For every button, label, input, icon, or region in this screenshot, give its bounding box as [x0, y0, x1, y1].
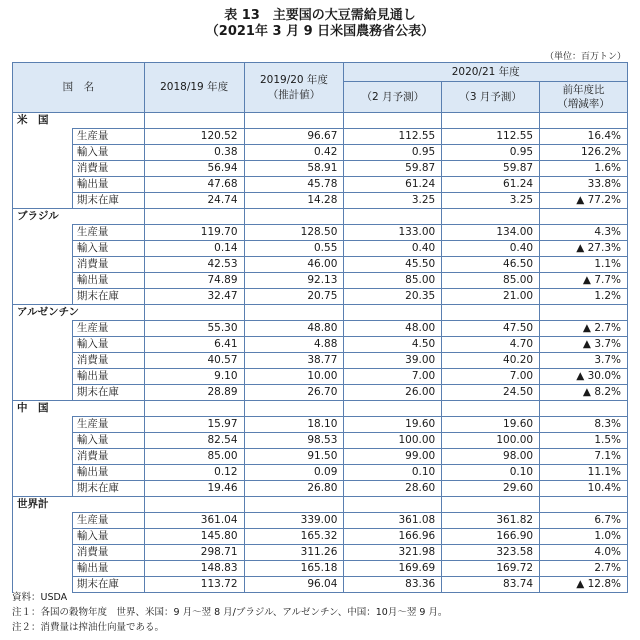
value-cell: 339.00	[244, 513, 344, 529]
value-cell: 32.47	[144, 289, 244, 305]
header-2019-20	[244, 63, 344, 113]
header-yoy-change	[540, 82, 628, 113]
value-cell: 91.50	[244, 449, 344, 465]
value-cell: 361.04	[144, 513, 244, 529]
empty-cell	[244, 113, 344, 129]
value-cell: 0.95	[442, 145, 540, 161]
value-cell: 45.50	[344, 257, 442, 273]
table-row	[13, 337, 628, 353]
value-cell: 38.77	[244, 353, 344, 369]
value-cell: 47.68	[144, 177, 244, 193]
country-header-row	[13, 113, 628, 129]
value-cell: 4.50	[344, 337, 442, 353]
item-label: 輸出量	[72, 369, 144, 385]
value-cell: 311.26	[244, 545, 344, 561]
value-cell: 166.96	[344, 529, 442, 545]
value-cell: 8.3%	[540, 417, 628, 433]
value-cell: 6.7%	[540, 513, 628, 529]
indent-cell	[13, 481, 73, 497]
value-cell: ▲ 2.7%	[540, 321, 628, 337]
value-cell: 165.32	[244, 529, 344, 545]
value-cell: 0.42	[244, 145, 344, 161]
table-row	[13, 321, 628, 337]
table-row	[13, 161, 628, 177]
value-cell: 24.50	[442, 385, 540, 401]
empty-cell	[540, 113, 628, 129]
indent-cell	[13, 513, 73, 529]
value-cell: 112.55	[442, 129, 540, 145]
value-cell: 15.97	[144, 417, 244, 433]
value-cell: 10.4%	[540, 481, 628, 497]
empty-cell	[344, 401, 442, 417]
value-cell: 99.00	[344, 449, 442, 465]
value-cell: 19.46	[144, 481, 244, 497]
item-label: 生産量	[72, 321, 144, 337]
value-cell: 96.67	[244, 129, 344, 145]
indent-cell	[13, 241, 73, 257]
value-cell: 0.55	[244, 241, 344, 257]
table-row	[13, 529, 628, 545]
item-label: 期末在庫	[72, 193, 144, 209]
indent-cell	[13, 529, 73, 545]
value-cell: 0.38	[144, 145, 244, 161]
unit-label: （単位：百万トン）	[544, 52, 626, 62]
value-cell: 85.00	[144, 449, 244, 465]
empty-cell	[540, 497, 628, 513]
table-title	[0, 8, 640, 40]
value-cell: 0.09	[244, 465, 344, 481]
country-name: ブラジル	[13, 209, 145, 225]
notes	[12, 590, 447, 635]
value-cell: ▲ 7.7%	[540, 273, 628, 289]
table-row	[13, 465, 628, 481]
value-cell: 100.00	[442, 433, 540, 449]
empty-cell	[244, 401, 344, 417]
country-name: アルゼンチン	[13, 305, 145, 321]
value-cell: 14.28	[244, 193, 344, 209]
value-cell: 48.80	[244, 321, 344, 337]
note-1: 注１：各国の穀物年度 世界、米国：9 月～翌 8 月/ブラジル、アルゼンチン、中国：10月～翌 9 月。	[12, 607, 448, 618]
value-cell: 74.89	[144, 273, 244, 289]
value-cell: 48.00	[344, 321, 442, 337]
empty-cell	[144, 497, 244, 513]
value-cell: 120.52	[144, 129, 244, 145]
value-cell: 100.00	[344, 433, 442, 449]
value-cell: 1.6%	[540, 161, 628, 177]
value-cell: 165.18	[244, 561, 344, 577]
empty-cell	[244, 497, 344, 513]
value-cell: 26.80	[244, 481, 344, 497]
indent-cell	[13, 289, 73, 305]
value-cell: ▲ 27.3%	[540, 241, 628, 257]
value-cell: 83.36	[344, 577, 442, 593]
indent-cell	[13, 337, 73, 353]
table-row	[13, 545, 628, 561]
value-cell: 47.50	[442, 321, 540, 337]
item-label: 生産量	[72, 225, 144, 241]
table-row	[13, 129, 628, 145]
value-cell: 0.14	[144, 241, 244, 257]
value-cell: 46.50	[442, 257, 540, 273]
note-source: 資料：USDA	[12, 592, 68, 603]
item-label: 輸出量	[72, 177, 144, 193]
item-label: 生産量	[72, 513, 144, 529]
table-row	[13, 273, 628, 289]
value-cell: 166.90	[442, 529, 540, 545]
value-cell: 3.25	[344, 193, 442, 209]
empty-cell	[442, 497, 540, 513]
table-row	[13, 513, 628, 529]
value-cell: 113.72	[144, 577, 244, 593]
value-cell: 56.94	[144, 161, 244, 177]
value-cell: 7.00	[442, 369, 540, 385]
value-cell: 126.2%	[540, 145, 628, 161]
value-cell: 1.0%	[540, 529, 628, 545]
value-cell: 26.00	[344, 385, 442, 401]
value-cell: 133.00	[344, 225, 442, 241]
table-row	[13, 369, 628, 385]
indent-cell	[13, 369, 73, 385]
value-cell: 2.7%	[540, 561, 628, 577]
indent-cell	[13, 193, 73, 209]
item-label: 消費量	[72, 449, 144, 465]
table-row	[13, 385, 628, 401]
header-2019-20-line1: 2019/20 年度	[259, 73, 328, 86]
item-label: 消費量	[72, 257, 144, 273]
table-row	[13, 353, 628, 369]
value-cell: 40.20	[442, 353, 540, 369]
value-cell: 40.57	[144, 353, 244, 369]
item-label: 輸入量	[72, 433, 144, 449]
value-cell: 0.10	[344, 465, 442, 481]
table-row	[13, 241, 628, 257]
value-cell: 18.10	[244, 417, 344, 433]
header-2018-19: 2018/19 年度	[144, 63, 244, 113]
table-row	[13, 177, 628, 193]
value-cell: 26.70	[244, 385, 344, 401]
soybean-supply-demand-table	[12, 62, 628, 593]
value-cell: 59.87	[442, 161, 540, 177]
country-header-row	[13, 209, 628, 225]
value-cell: 96.04	[244, 577, 344, 593]
empty-cell	[144, 209, 244, 225]
table-row	[13, 449, 628, 465]
title-line-2: （2021年 3 月 9 日米国農務省公表）	[205, 24, 435, 39]
item-label: 消費量	[72, 161, 144, 177]
header-yoy-line1: 前年度比	[562, 84, 605, 96]
value-cell: 61.24	[442, 177, 540, 193]
indent-cell	[13, 273, 73, 289]
item-label: 生産量	[72, 417, 144, 433]
value-cell: 6.41	[144, 337, 244, 353]
value-cell: 7.1%	[540, 449, 628, 465]
value-cell: 28.89	[144, 385, 244, 401]
item-label: 輸入量	[72, 337, 144, 353]
table-row	[13, 225, 628, 241]
empty-cell	[244, 305, 344, 321]
table-row	[13, 289, 628, 305]
value-cell: 9.10	[144, 369, 244, 385]
indent-cell	[13, 145, 73, 161]
empty-cell	[344, 497, 442, 513]
value-cell: 20.35	[344, 289, 442, 305]
value-cell: 98.53	[244, 433, 344, 449]
item-label: 輸入量	[72, 529, 144, 545]
value-cell: 19.60	[442, 417, 540, 433]
item-label: 消費量	[72, 353, 144, 369]
value-cell: 4.0%	[540, 545, 628, 561]
header-yoy-line2: （増減率）	[557, 98, 610, 110]
empty-cell	[244, 209, 344, 225]
empty-cell	[442, 209, 540, 225]
value-cell: 7.00	[344, 369, 442, 385]
item-label: 期末在庫	[72, 577, 144, 593]
table-row	[13, 193, 628, 209]
indent-cell	[13, 321, 73, 337]
value-cell: 42.53	[144, 257, 244, 273]
value-cell: 46.00	[244, 257, 344, 273]
value-cell: 4.3%	[540, 225, 628, 241]
indent-cell	[13, 161, 73, 177]
item-label: 輸出量	[72, 561, 144, 577]
value-cell: 10.00	[244, 369, 344, 385]
header-country: 国 名	[13, 63, 145, 113]
value-cell: 119.70	[144, 225, 244, 241]
value-cell: 39.00	[344, 353, 442, 369]
value-cell: 92.13	[244, 273, 344, 289]
value-cell: 0.40	[442, 241, 540, 257]
value-cell: 21.00	[442, 289, 540, 305]
value-cell: ▲ 3.7%	[540, 337, 628, 353]
value-cell: 4.88	[244, 337, 344, 353]
indent-cell	[13, 561, 73, 577]
empty-cell	[344, 209, 442, 225]
item-label: 消費量	[72, 545, 144, 561]
value-cell: 0.95	[344, 145, 442, 161]
value-cell: 19.60	[344, 417, 442, 433]
value-cell: 128.50	[244, 225, 344, 241]
value-cell: 59.87	[344, 161, 442, 177]
value-cell: 16.4%	[540, 129, 628, 145]
item-label: 輸出量	[72, 465, 144, 481]
value-cell: 98.00	[442, 449, 540, 465]
value-cell: 1.5%	[540, 433, 628, 449]
value-cell: 298.71	[144, 545, 244, 561]
value-cell: 29.60	[442, 481, 540, 497]
item-label: 輸入量	[72, 145, 144, 161]
indent-cell	[13, 417, 73, 433]
value-cell: ▲ 30.0%	[540, 369, 628, 385]
note-2: 注２：消費量は搾油仕向量である。	[12, 622, 165, 633]
table-row	[13, 417, 628, 433]
value-cell: 85.00	[442, 273, 540, 289]
value-cell: 24.74	[144, 193, 244, 209]
value-cell: ▲ 8.2%	[540, 385, 628, 401]
empty-cell	[344, 113, 442, 129]
table-row	[13, 481, 628, 497]
value-cell: 145.80	[144, 529, 244, 545]
value-cell: 112.55	[344, 129, 442, 145]
indent-cell	[13, 225, 73, 241]
value-cell: 11.1%	[540, 465, 628, 481]
country-header-row	[13, 401, 628, 417]
country-name: 中 国	[13, 401, 145, 417]
value-cell: 361.08	[344, 513, 442, 529]
value-cell: 4.70	[442, 337, 540, 353]
item-label: 生産量	[72, 129, 144, 145]
indent-cell	[13, 465, 73, 481]
value-cell: 82.54	[144, 433, 244, 449]
header-mar-forecast: （3 月予測）	[442, 82, 540, 113]
value-cell: 55.30	[144, 321, 244, 337]
table-row	[13, 433, 628, 449]
table-row	[13, 145, 628, 161]
value-cell: 28.60	[344, 481, 442, 497]
empty-cell	[144, 401, 244, 417]
header-2019-20-line2: （推計値）	[267, 88, 321, 101]
empty-cell	[540, 401, 628, 417]
indent-cell	[13, 129, 73, 145]
value-cell: ▲ 77.2%	[540, 193, 628, 209]
header-2020-21: 2020/21 年度	[344, 63, 628, 82]
item-label: 輸入量	[72, 241, 144, 257]
title-line-1: 表 13 主要国の大豆需給見通し	[224, 8, 416, 23]
empty-cell	[442, 305, 540, 321]
indent-cell	[13, 433, 73, 449]
value-cell: 61.24	[344, 177, 442, 193]
empty-cell	[442, 113, 540, 129]
value-cell: 1.2%	[540, 289, 628, 305]
empty-cell	[540, 305, 628, 321]
value-cell: 45.78	[244, 177, 344, 193]
value-cell: 148.83	[144, 561, 244, 577]
value-cell: 321.98	[344, 545, 442, 561]
value-cell: 20.75	[244, 289, 344, 305]
country-header-row	[13, 305, 628, 321]
table-row	[13, 561, 628, 577]
indent-cell	[13, 353, 73, 369]
value-cell: 3.25	[442, 193, 540, 209]
empty-cell	[144, 305, 244, 321]
value-cell: 169.69	[344, 561, 442, 577]
indent-cell	[13, 385, 73, 401]
indent-cell	[13, 257, 73, 273]
empty-cell	[144, 113, 244, 129]
value-cell: 85.00	[344, 273, 442, 289]
indent-cell	[13, 545, 73, 561]
value-cell: 134.00	[442, 225, 540, 241]
item-label: 期末在庫	[72, 289, 144, 305]
country-header-row	[13, 497, 628, 513]
value-cell: 3.7%	[540, 353, 628, 369]
indent-cell	[13, 177, 73, 193]
indent-cell	[13, 449, 73, 465]
item-label: 期末在庫	[72, 481, 144, 497]
value-cell: 0.40	[344, 241, 442, 257]
empty-cell	[442, 401, 540, 417]
value-cell: 33.8%	[540, 177, 628, 193]
country-name: 世界計	[13, 497, 145, 513]
value-cell: 83.74	[442, 577, 540, 593]
value-cell: 0.10	[442, 465, 540, 481]
empty-cell	[344, 305, 442, 321]
value-cell: 169.72	[442, 561, 540, 577]
table-row	[13, 257, 628, 273]
item-label: 期末在庫	[72, 385, 144, 401]
value-cell: 1.1%	[540, 257, 628, 273]
item-label: 輸出量	[72, 273, 144, 289]
value-cell: 0.12	[144, 465, 244, 481]
value-cell: 58.91	[244, 161, 344, 177]
empty-cell	[540, 209, 628, 225]
value-cell: 361.82	[442, 513, 540, 529]
table-body	[13, 113, 628, 593]
header-feb-forecast: （2 月予測）	[344, 82, 442, 113]
value-cell: 323.58	[442, 545, 540, 561]
value-cell: ▲ 12.8%	[540, 577, 628, 593]
country-name: 米 国	[13, 113, 145, 129]
